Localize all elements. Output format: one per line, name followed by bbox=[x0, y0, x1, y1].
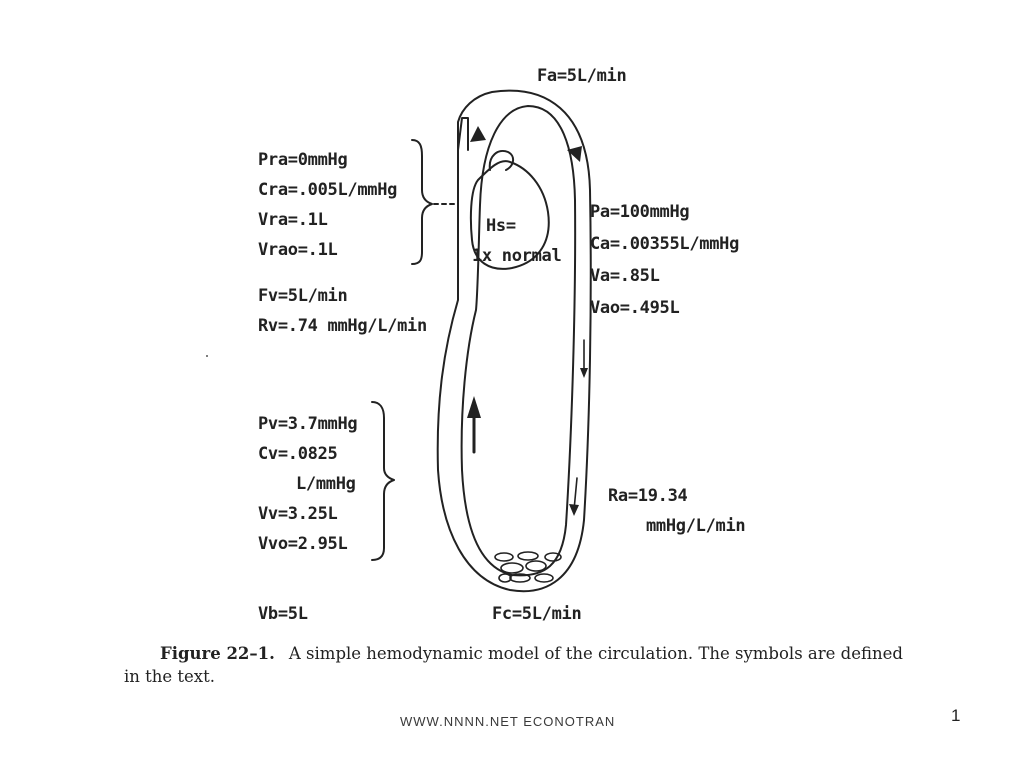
slide-number: 1 bbox=[951, 706, 961, 725]
footer-text: WWW.NNNN.NET ECONOTRAN bbox=[400, 714, 616, 726]
pv-label: Pv=3.7mmHg bbox=[258, 414, 358, 434]
cv-label: Cv=.0825 bbox=[258, 444, 338, 464]
aorta-stub bbox=[458, 118, 468, 150]
flow-arrowhead-down-lower bbox=[569, 504, 579, 516]
va-label: Va=.85L bbox=[590, 266, 660, 286]
flow-arrowhead-down-right bbox=[580, 368, 588, 378]
rv-label: Rv=.74 mmHg/L/min bbox=[258, 316, 427, 336]
vrao-label: Vrao=.1L bbox=[258, 240, 338, 260]
atrium-brace bbox=[412, 140, 432, 264]
figure-caption bbox=[124, 642, 904, 688]
fc-label: Fc=5L/min bbox=[492, 604, 582, 624]
vra-label: Vra=.1L bbox=[258, 210, 328, 230]
ra-unit-label: mmHg/L/min bbox=[646, 516, 746, 536]
fv-label: Fv=5L/min bbox=[258, 286, 348, 306]
venous-brace bbox=[372, 402, 394, 560]
pa-label: Pa=100mmHg bbox=[590, 202, 690, 222]
figure-number: Figure 22–1. bbox=[160, 644, 275, 663]
capillary-bed bbox=[495, 552, 561, 582]
pra-label: Pra=0mmHg bbox=[258, 150, 348, 170]
hs-value-label: 1x normal bbox=[472, 246, 562, 266]
hs-label: Hs= bbox=[486, 216, 516, 236]
inner-vessel-path bbox=[462, 106, 576, 575]
flow-arrowhead-up bbox=[467, 396, 481, 418]
vao-label: Vao=.495L bbox=[590, 298, 680, 318]
slide-footer bbox=[400, 706, 620, 726]
vv-label: Vv=3.25L bbox=[258, 504, 338, 524]
outer-vessel-path bbox=[438, 91, 591, 592]
ca-label: Ca=.00355L/mmHg bbox=[590, 234, 740, 254]
vb-label: Vb=5L bbox=[258, 604, 308, 624]
scan-speck bbox=[206, 355, 208, 357]
fa-label: Fa=5L/min bbox=[537, 66, 627, 86]
cra-label: Cra=.005L/mmHg bbox=[258, 180, 398, 200]
ra-label: Ra=19.34 bbox=[608, 486, 688, 506]
vvo-label: Vvo=2.95L bbox=[258, 534, 348, 554]
figure-caption-text: A simple hemodynamic model of the circulation. The symbols are defined in the text. bbox=[124, 644, 903, 686]
flow-arrowhead-top-left bbox=[470, 126, 486, 142]
cv-unit-label: L/mmHg bbox=[296, 474, 356, 494]
